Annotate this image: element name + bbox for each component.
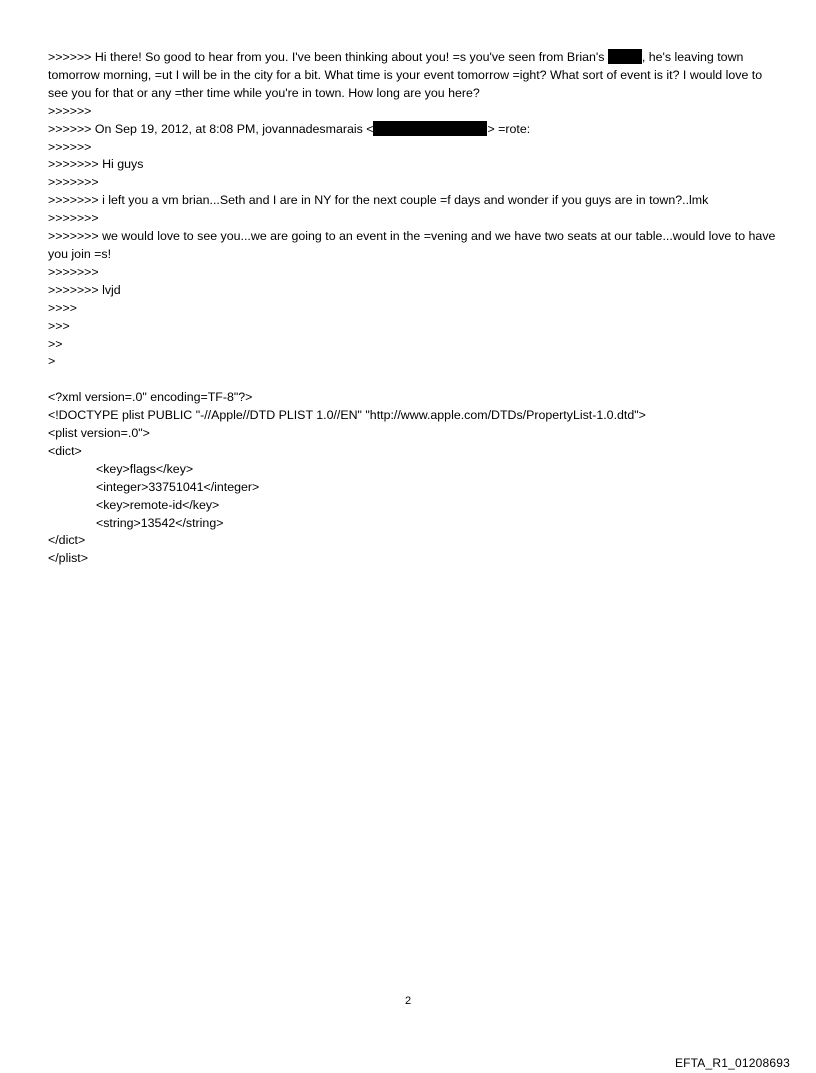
bates-number: EFTA_R1_01208693 [674,1056,790,1070]
quote-header-start: >>>>>> On Sep 19, 2012, at 8:08 PM, jovannadesmarais < [48,121,374,136]
quote-line: >>>>>> [48,139,92,154]
page-number: 2 [404,995,412,1007]
redaction-bar [373,121,487,136]
quote-line: >>> [48,318,70,333]
dict-close-tag: </dict> [48,533,86,548]
quote-line: >> [48,336,63,351]
quote-message-line: >>>>>>> i left you a vm brian...Seth and I are in NY for the next couple =f days and wonder if you guys are in town?..lmk [48,193,709,208]
blank-line [48,371,778,389]
email-paragraph-reply [48,49,778,103]
plist-close-tag: </plist> [48,551,88,566]
plist-doctype: <!DOCTYPE plist PUBLIC "-//Apple//DTD PLIST 1.0//EN" "http://www.apple.com/DTDs/PropertyList-1.0.dtd"> [48,408,646,423]
reply-text-end: , he's leaving town tomorrow morning, =ut I will be in the city for a bit. What time is your event tomorrow =ight? What sort of event is it? I would love to see you for that or any =ther time while you're in town. How long are you here? [48,50,763,100]
plist-string: <string>13542</string> [96,515,224,530]
plist-key: <key>remote-id</key> [96,497,220,512]
plist-open-tag: <plist version=.0"> [48,426,150,441]
quote-line: >>>>>>> [48,211,99,226]
quote-greeting-line: >>>>>>> Hi guys [48,157,144,172]
quote-line: >>>>>>> [48,175,99,190]
quote-line: >>>> [48,300,77,315]
document-body [48,49,778,568]
quote-header-line [48,121,778,139]
quote-signoff-line: >>>>>>> lvjd [48,282,121,297]
quote-message-paragraph: >>>>>>> we would love to see you...we are going to an event in the =vening and we have two seats at our table...would love to have you join =s! [48,229,776,261]
plist-integer: <integer>33751041</integer> [96,479,260,494]
quote-line: > [48,354,56,369]
redaction-bar [608,49,642,64]
plist-xml-declaration: <?xml version=.0" encoding=TF-8"?> [48,390,253,405]
reply-text-start: >>>>>> Hi there! So good to hear from you. I've been thinking about you! =s you've seen from Brian's [48,50,608,64]
quote-header-end: > =rote: [487,121,531,136]
quote-line: >>>>>> [48,103,92,118]
dict-open-tag: <dict> [48,443,82,458]
plist-key: <key>flags</key> [96,461,194,476]
quote-line: >>>>>>> [48,264,99,279]
